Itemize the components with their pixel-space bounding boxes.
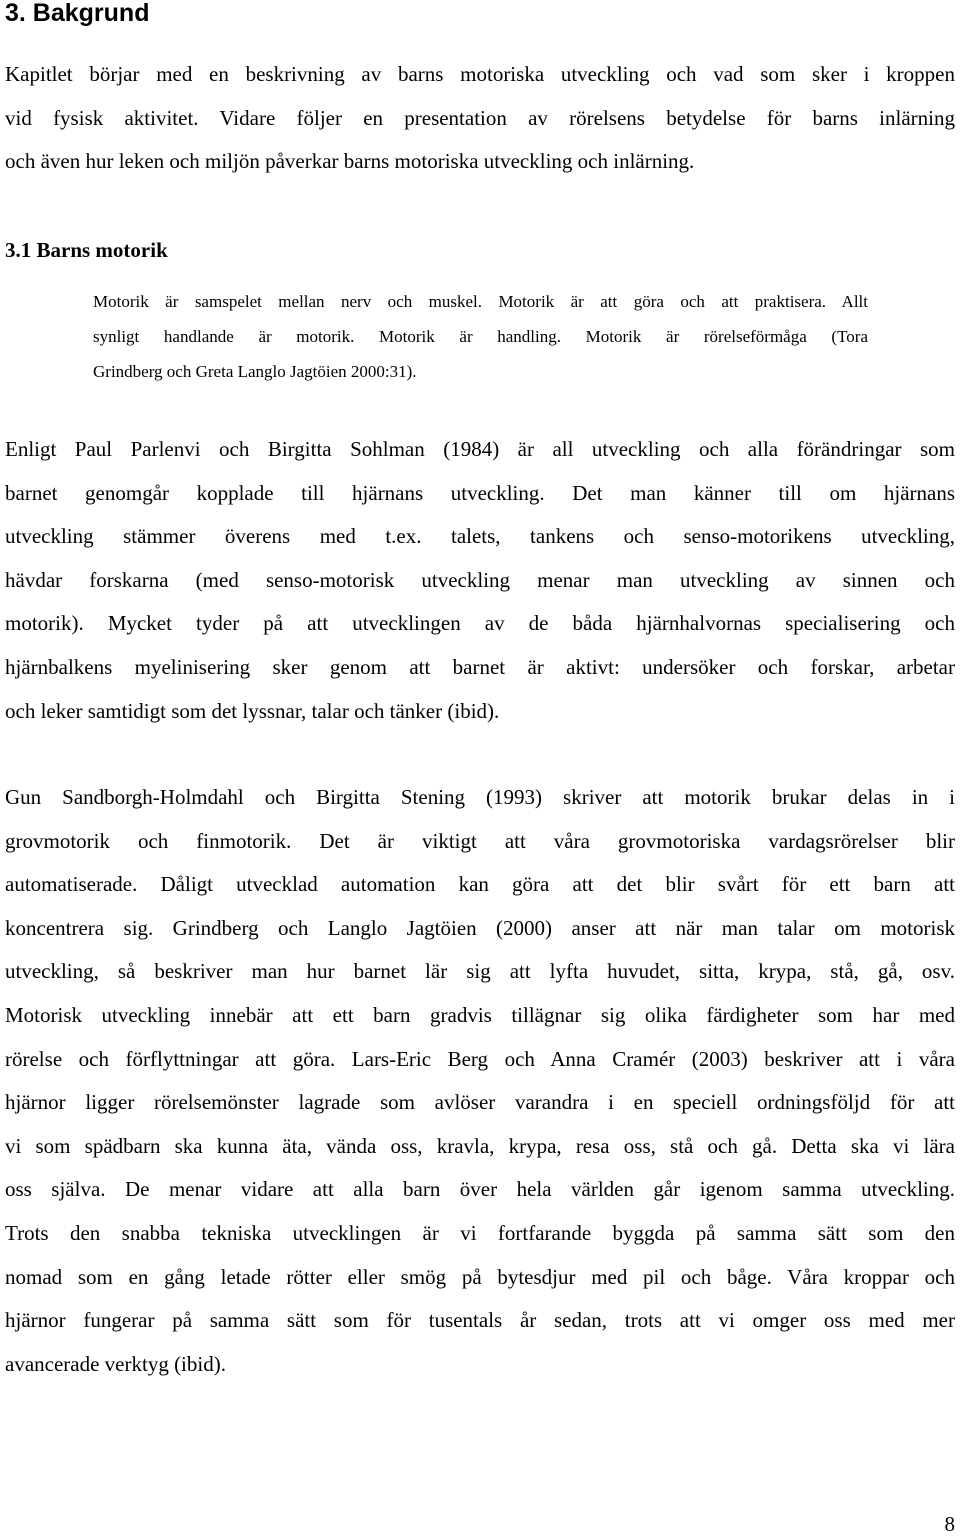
- text-line: och leker samtidigt som det lyssnar, talar och tänker (ibid).: [5, 698, 500, 723]
- text-line: avancerade verktyg (ibid).: [5, 1351, 226, 1376]
- text-line: Enligt Paul Parlenvi och Birgitta Sohlman (1984) är all utveckling och alla förändringar som: [5, 437, 955, 461]
- text-line: rörelse och förflyttningar att göra. Lars-Eric Berg och Anna Cramér (2003) beskriver att i våra: [5, 1046, 955, 1071]
- text-line: Grindberg och Greta Langlo Jagtöien 2000:31).: [93, 362, 417, 381]
- chapter-heading: 3. Bakgrund: [5, 0, 150, 27]
- text-line: Kapitlet börjar med en beskrivning av barns motoriska utveckling och vad som sker i kroppen: [5, 62, 955, 86]
- text-line: utveckling, så beskriver man hur barnet lär sig att lyfta huvudet, sitta, krypa, stå, gå, osv.: [5, 959, 955, 984]
- intro-paragraph: [5, 53, 955, 184]
- text-line: Motorisk utveckling innebär att ett barn gradvis tillägnar sig olika färdigheter som har med: [5, 1002, 955, 1027]
- section-heading: 3.1 Barns motorik: [5, 238, 168, 262]
- text-line: hävdar forskarna (med senso-motorisk utveckling menar man utveckling av sinnen och: [5, 567, 955, 592]
- text-line: synligt handlande är motorik. Motorik är handling. Motorik är rörelseförmåga (Tora: [93, 327, 868, 346]
- text-line: motorik). Mycket tyder på att utvecklingen av de båda hjärnhalvornas specialisering och: [5, 611, 955, 636]
- text-line: koncentrera sig. Grindberg och Langlo Jagtöien (2000) anser att när man talar om motorisk: [5, 915, 955, 940]
- text-line: hjärnor fungerar på samma sätt som för tusentals år sedan, trots att vi omger oss med mer: [5, 1308, 955, 1333]
- text-line: nomad som en gång letade rötter eller smög på bytesdjur med pil och båge. Våra kroppar och: [5, 1264, 955, 1289]
- text-line: hjärnor ligger rörelsemönster lagrade som avlöser varandra i en speciell ordningsföljd för att: [5, 1090, 955, 1115]
- text-line: Gun Sandborgh-Holmdahl och Birgitta Stening (1993) skriver att motorik brukar delas in i: [5, 785, 955, 809]
- body-paragraph-1: [5, 428, 955, 733]
- text-line: Motorik är samspelet mellan nerv och muskel. Motorik är att göra och att praktisera. Allt: [93, 292, 868, 311]
- text-line: oss själva. De menar vidare att alla barn över hela världen går igenom samma utveckling.: [5, 1177, 955, 1202]
- text-line: utveckling stämmer överens med t.ex. talets, tankens och senso-motorikens utveckling,: [5, 524, 955, 549]
- body-paragraph-2: [5, 776, 955, 1386]
- text-line: Trots den snabba tekniska utvecklingen är vi fortfarande byggda på samma sätt som den: [5, 1220, 955, 1245]
- text-line: vi som spädbarn ska kunna äta, vända oss, kravla, krypa, resa oss, stå och gå. Detta ska vi lära: [5, 1133, 955, 1158]
- text-line: barnet genomgår kopplade till hjärnans utveckling. Det man känner till om hjärnans: [5, 480, 955, 505]
- page-number: 8: [944, 1512, 955, 1536]
- text-line: automatiserade. Dåligt utvecklad automation kan göra att det blir svårt för ett barn att: [5, 872, 955, 897]
- text-line: grovmotorik och finmotorik. Det är viktigt att våra grovmotoriska vardagsrörelser blir: [5, 828, 955, 853]
- text-line: hjärnbalkens myelinisering sker genom att barnet är aktivt: undersöker och forskar, arbetar: [5, 654, 955, 679]
- text-line: vid fysisk aktivitet. Vidare följer en presentation av rörelsens betydelse för barns inlärning: [5, 105, 955, 130]
- block-quote: [93, 284, 868, 389]
- text-line: och även hur leken och miljön påverkar barns motoriska utveckling och inlärning.: [5, 149, 695, 173]
